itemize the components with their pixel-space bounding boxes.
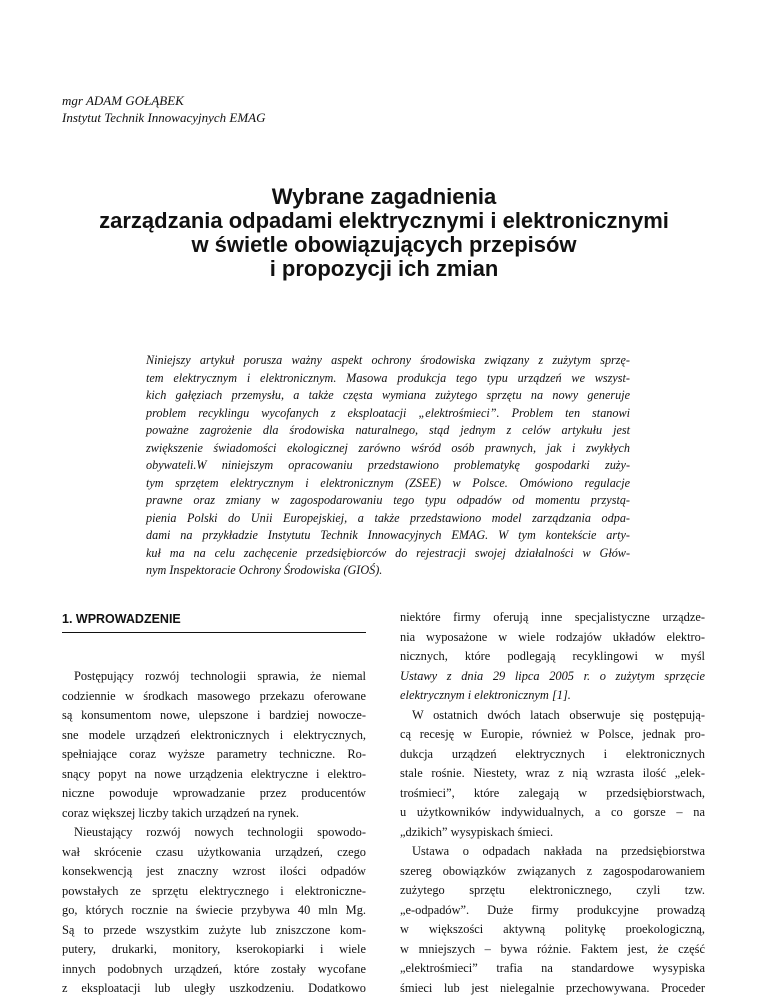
body-line: „elektrośmieci” trafia na standardowe wysypiska [400,961,705,975]
body-line: zużytego sprzętu elektronicznego, czyli tzw. [400,883,705,897]
abstract-line: obywateli.W niniejszym opracowaniu przedstawiono problematykę gospodarki zuży- [146,458,630,472]
body-line: są konsumentom nowe, ulepszone i bardziej nowocze- [62,708,366,722]
body-line: w większości aktywną politykę proekologiczną, [400,922,705,936]
title-line: Wybrane zagadnienia [271,184,497,209]
body-line: sne modele urządzeń elektronicznych i elektrycznych, [62,727,366,742]
abstract-line: poważne zagrożenie dla środowiska naturalnego, stąd jednym z celów artykułu jest [146,423,630,437]
title-line: i propozycji ich zmian [269,256,499,281]
author-name: mgr ADAM GOŁĄBEK [62,93,184,108]
body-line: cą recesję w Europie, również w Polsce, jednak pro- [400,727,705,741]
body-line: szereg obowiązków związanych z zagospodarowaniem [400,863,705,878]
body-column-right [400,608,705,998]
body-line: trośmieci”, które zalegają w przedsiębiorstwach, [400,785,705,800]
body-line: codziennie w środkach masowego przekazu oferowane [62,688,366,703]
abstract [146,352,630,580]
body-line: Ustawa o odpadach nakłada na przedsiębiorstwa [412,844,705,858]
body-line-italic: elektrycznym i elektronicznym [1]. [400,688,571,702]
body-line: powstałych ze sprzętu elektrycznego i elektroniczne- [62,883,366,898]
body-line: wał skrócenie czasu użytkowania urządzeń, czego [62,844,366,859]
body-line: go, których rocznie na świecie przybywa 40 mln Mg. [62,903,366,917]
body-line: Postępujący rozwój technologii sprawia, że niemal [74,669,366,683]
abstract-line: Niniejszy artykuł porusza ważny aspekt ochrony środowiska związany z zużytym sprzę- [146,353,630,367]
abstract-line: zwiększenie świadomości ekologicznej zarówno wśród osób prawnych, jak i zwykłych [146,440,630,455]
abstract-line: tem elektrycznym i elektronicznym. Masowa produkcja tego typu urządzeń we wszyst- [146,370,630,385]
article-title [40,185,728,281]
body-line: spełniające coraz wyższe parametry techniczne. Ro- [62,747,366,761]
body-line-italic: Ustawy z dnia 29 lipca 2005 r. o zużytym sprzęcie [400,668,705,683]
body-line: „e-odpadów”. Duże firmy produkcyjne prowadzą [400,902,705,917]
abstract-line: prawne oraz zmiany w zagospodarowaniu tego typu odpadów od momentu przystą- [146,493,630,507]
body-line: Nieustający rozwój nowych technologii spowodo- [74,825,366,839]
section-rule [62,632,366,633]
body-line: Są to przede wszystkim zużyte lub zniszczone kom- [62,922,366,937]
body-line: w mniejszych – bywa różnie. Faktem jest, że część [400,941,705,956]
body-line: niektóre firmy oferują inne specjalistyczne urządze- [400,610,705,624]
body-line: stale rośnie. Niestety, wraz z nią wzrasta ilość „elek- [400,766,705,780]
body-column-left [62,667,366,999]
author-block [62,92,266,126]
body-line: snący popyt na nowe urządzenia elektryczne i elektro- [62,766,366,781]
body-line: „dzikich” wysypiskach śmieci. [400,824,554,839]
body-line: z eksploatacji lub uległy uszkodzeniu. Dodatkowo [62,981,366,995]
body-line: niczne powoduje wprowadzanie przez producentów [62,786,366,800]
abstract-line: dami na przykładzie Instytutu Technik Innowacyjnych EMAG. W tym kontekście arty- [146,528,630,542]
body-line: u użytkowników indywidualnych, a co gorsze – na [400,805,705,819]
abstract-line: nym Inspektoracie Ochrony Środowiska (GIOŚ). [146,563,383,577]
body-line: putery, drukarki, monitory, kserokopiarki i wiele [62,942,366,956]
author-affiliation: Instytut Technik Innowacyjnych EMAG [62,110,266,125]
abstract-line: kich gałęziach przemysłu, a także częsta wymiana zużytego sprzętu na nowy generuje [146,388,630,402]
body-line: W ostatnich dwóch latach obserwuje się postępują- [412,707,705,722]
body-line: dukcja urządzeń elektrycznych i elektronicznych [400,746,705,761]
body-line: nia wyposażone w wiele rodzajów układów elektro- [400,629,705,644]
body-line: coraz większej liczby takich urządzeń na rynek. [62,805,300,820]
section-heading: 1. WPROWADZENIE [62,612,181,626]
body-line: śmieci lub jest nielegalnie przechowywana. Proceder [400,980,705,995]
abstract-line: pienia Polski do Unii Europejskiej, a także przedstawiono model zarządzania odpa- [146,510,630,525]
body-line: nicznych, które podlegają recyklingowi w myśl [400,649,705,663]
title-line: w świetle obowiązujących przepisów [191,232,577,257]
body-line: konsekwencją jest znaczny wzrost ilości odpadów [62,864,366,878]
body-line: innych podobnych urządzeń, które zostały wycofane [62,961,366,976]
title-line: zarządzania odpadami elektrycznymi i elektronicznymi [99,208,669,233]
abstract-line: tym sprzętem elektrycznym i elektronicznym (ZSEE) w Polsce. Omówiono regulacje [146,475,630,490]
abstract-line: problem recyklingu wycofanych z eksploatacji „elektrośmieci”. Problem ten stanowi [146,405,630,420]
abstract-line: kuł ma na celu zachęcenie przedsiębiorców do rejestracji swojej działalności w Głów- [146,545,630,560]
